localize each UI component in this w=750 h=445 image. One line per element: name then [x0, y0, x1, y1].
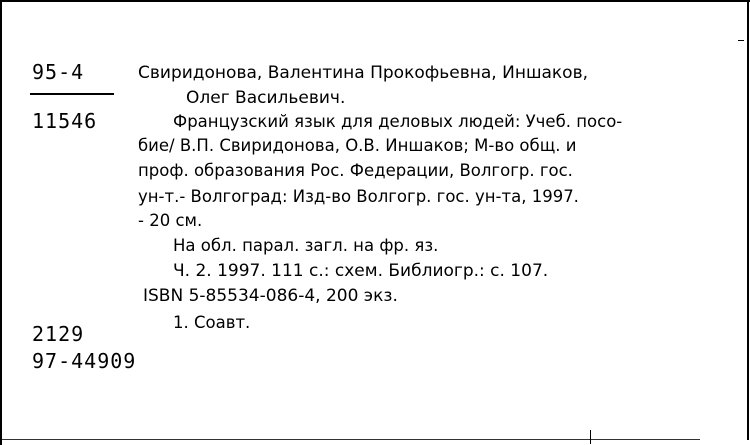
- title-line: - 20 см.: [138, 211, 203, 230]
- registration-number: 97-44909: [32, 349, 137, 373]
- shelf-number: 2129: [32, 322, 85, 346]
- inventory-number: 11546: [32, 109, 98, 133]
- tracing: 1. Соавт.: [173, 313, 251, 332]
- edge-mark: [590, 430, 591, 444]
- class-number-rule: [30, 93, 114, 95]
- class-number: 95-4: [32, 60, 85, 84]
- title-line: ун-т.- Волгоград: Изд-во Волгогр. гос. ун-та, 1997.: [138, 187, 579, 206]
- title-line: проф. образования Рос. Федерации, Волгогр. гос.: [138, 161, 573, 180]
- title-line: Французский язык для деловых людей: Учеб. посо-: [173, 112, 623, 131]
- title-line: бие/ В.П. Свиридонова, О.В. Иншаков; М-во общ. и: [138, 136, 577, 155]
- author-heading: Свиридонова, Валентина Прокофьевна, Иншаков,: [138, 63, 589, 83]
- part-description: Ч. 2. 1997. 111 с.: схем. Библиогр.: с. 107.: [173, 261, 549, 281]
- author-heading-continued: Олег Васильевич.: [186, 88, 346, 108]
- card-border-top: [0, 0, 750, 2]
- edge-mark: [738, 40, 744, 41]
- card-border-left: [0, 0, 2, 445]
- card-border-right: [747, 0, 749, 440]
- card-border-bottom: [0, 439, 700, 440]
- isbn-line: ISBN 5-85534-086-4, 200 экз.: [143, 286, 398, 306]
- note-parallel-title: На обл. парал. загл. на фр. яз.: [173, 236, 439, 255]
